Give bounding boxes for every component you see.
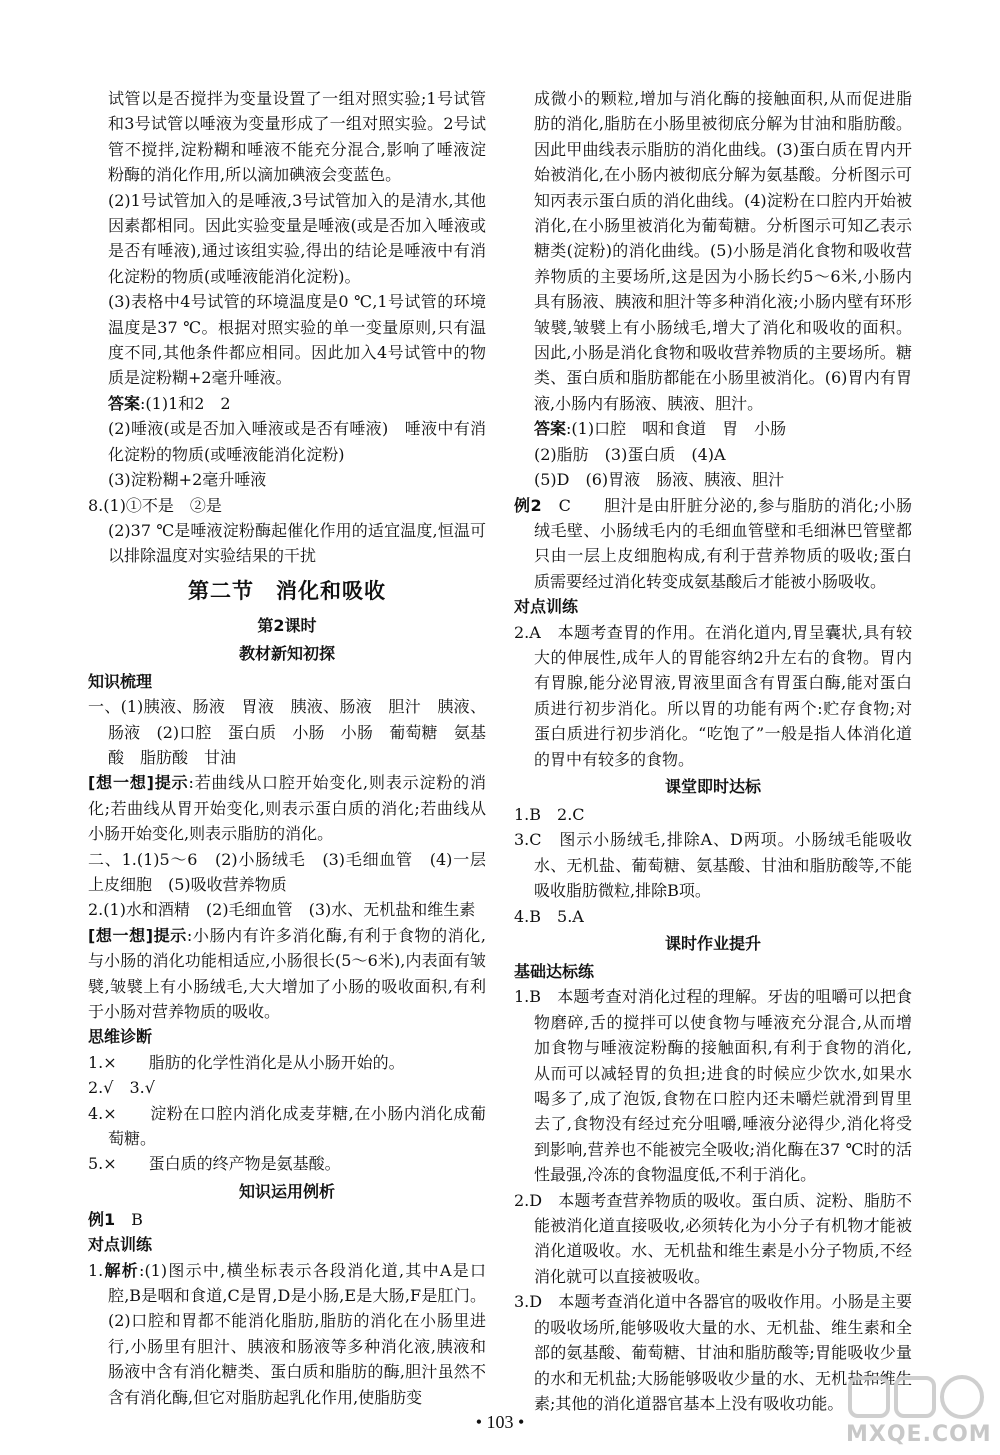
text-paragraph: 2.(1)水和酒精 (2)毛细血管 (3)水、无机盐和维生素 [88, 900, 476, 920]
text-paragraph: 3.C 图示小肠绒毛,排除A、D两项。小肠绒毛能吸收水、无机盐、葡萄糖、氨基酸、甘油和脂肪酸等,不能吸收脂肪微粒,排除B项。 [514, 830, 912, 901]
bold-lead: [想一想]提示 [88, 925, 187, 945]
bold-lead: 解析 [103, 1260, 140, 1280]
bold-lead: 答案 [108, 393, 141, 413]
text-paragraph: 1.× 脂肪的化学性消化是从小肠开始的。 [88, 1052, 405, 1072]
subsection-heading: 知识运用例析 [238, 1181, 335, 1201]
category-label: 对点训练 [88, 1235, 153, 1255]
text-paragraph: 1.B 本题考查对消化过程的理解。牙齿的咀嚼可以把食物磨碎,舌的搅拌可以使食物与唾液充分混合,从而增加食物与唾液淀粉酶的接触面积,有利于食物的消化,从而可以减轻胃的负担;进食的时候应少饮水,如果水喝多了,成了泡饭,食物在口腔内还未嚼烂就滑到胃里去了,食物没有经过充分咀嚼,唾液分泌得少,消化将受到影响,营养也不能被完全吸收;消化酶在37 ℃时的活性最强,冷冻的食物温度低,不利于消化。 [514, 987, 912, 1185]
page-number: • 103 • [475, 1412, 525, 1432]
text-paragraph: 答案:(1)1和2 2 [108, 393, 231, 413]
text-paragraph: (3)表格中4号试管的环境温度是0 ℃,1号试管的环境温度是37 ℃。根据对照实验的单一变量原则,只有温度不同,其他条件都应相同。因此加入4号试管中的物质是淀粉糊+2毫升唾液。 [108, 292, 486, 388]
text-paragraph: (2)1号试管加入的是唾液,3号试管加入的是清水,其他因素都相同。因此实验变量是唾液(或是否加入唾液或是否有唾液),通过该组实验,得出的结论是唾液中有消化淀粉的物质(或唾液能消化淀粉)。 [108, 190, 486, 286]
text-paragraph: 4.B 5.A [514, 906, 584, 926]
text-paragraph: 例1 B [88, 1209, 143, 1229]
text-paragraph: 2.√ 3.√ [88, 1078, 155, 1098]
right-column [514, 86, 912, 1416]
text-paragraph: (2)唾液(或是否加入唾液或是否有唾液) 唾液中有消化淀粉的物质(或唾液能消化淀粉) [108, 419, 486, 464]
text-paragraph: 1.解析:(1)图示中,横坐标表示各段消化道,其中A是口腔,B是咽和食道,C是胃,D是小肠,E是大肠,F是肛门。(2)口腔和胃都不能消化脂肪,脂肪的消化在小肠里进行,小肠里有胆汁、胰液和肠液等多种消化液,胰液和肠液中含有消化糖类、蛋白质和脂肪的酶,胆汁虽然不含有消化酶,但它对脂肪起乳化作用,使脂肪变 [88, 1260, 486, 1407]
text-paragraph: (2)脂肪 (3)蛋白质 (4)A [534, 444, 726, 464]
text-paragraph: 1.B 2.C [514, 804, 585, 824]
subsection-heading: 课时作业提升 [664, 934, 761, 953]
bold-lead: 例2 [514, 495, 542, 515]
subsection-heading: 教材新知初探 [238, 643, 335, 663]
text-paragraph: 2.D 本题考查营养物质的吸收。蛋白质、淀粉、脂肪不能被消化道直接吸收,必须转化为小分子有机物才能被消化道吸收。水、无机盐和维生素是小分子物质,不经消化就可以直接被吸收。 [514, 1190, 912, 1286]
category-label: 基础达标练 [514, 962, 595, 981]
text-paragraph: 二、1.(1)5～6 (2)小肠绒毛 (3)毛细血管 (4)一层上皮细胞 (5)吸收营养物质 [88, 849, 486, 894]
watermark-text: MXQE.COM [846, 1422, 992, 1447]
text-paragraph: 2.A 本题考查胃的作用。在消化道内,胃呈囊状,具有较大的伸展性,成年人的胃能容纳2升左右的食物。胃内有胃腺,能分泌胃液,胃液里面含有胃蛋白酶,能对蛋白质进行初步消化。所以胃的功能有两个:贮存食物;对蛋白质进行初步消化。“吃饱了”一般是指人体消化道的胃中有较多的食物。 [514, 622, 912, 769]
bold-lead: 例1 [88, 1209, 116, 1229]
text-paragraph: 试管以是否搅拌为变量设置了一组对照实验;1号试管和3号试管以唾液为变量形成了一组对照实验。2号试管不搅拌,淀粉糊和唾液不能充分混合,影响了唾液淀粉酶的消化作用,所以滴加碘液会变蓝色。 [108, 89, 486, 185]
text-paragraph: (2)37 ℃是唾液淀粉酶起催化作用的适宜温度,恒温可以排除温度对实验结果的干扰 [108, 520, 486, 566]
category-label: 知识梳理 [88, 671, 153, 691]
text-paragraph: [想一想]提示:若曲线从口腔开始变化,则表示淀粉的消化;若曲线从胃开始变化,则表示蛋白质的消化;若曲线从小肠开始变化,则表示脂肪的消化。 [88, 773, 486, 844]
subsection-heading: 第2课时 [257, 615, 317, 635]
text-paragraph: 答案:(1)口腔 咽和食道 胃 小肠 [534, 419, 787, 439]
bold-lead: 答案 [534, 419, 567, 439]
section-title: 第二节 消化和吸收 [188, 578, 386, 603]
left-column [88, 86, 486, 1410]
bold-lead: [想一想]提示 [88, 773, 189, 793]
category-label: 思维诊断 [88, 1027, 153, 1047]
text-paragraph: (3)淀粉糊+2毫升唾液 [108, 470, 267, 490]
text-paragraph: 5.× 蛋白质的终产物是氨基酸。 [88, 1154, 341, 1174]
text-paragraph: 一、(1)胰液、肠液 胃液 胰液、肠液 胆汁 胰液、肠液 (2)口腔 蛋白质 小肠 小肠 葡萄糖 氨基酸 脂肪酸 甘油 [88, 697, 486, 767]
text-paragraph: 例2 C 胆汁是由肝脏分泌的,参与脂肪的消化;小肠绒毛壁、小肠绒毛内的毛细血管壁和毛细淋巴管壁都只由一层上皮细胞构成,有利于营养物质的吸收;蛋白质需要经过消化转变成氨基酸后才能被小肠吸收。 [514, 495, 912, 591]
text-paragraph: 8.(1)①不是 ②是 [88, 495, 222, 515]
category-label: 对点训练 [514, 597, 579, 617]
text-paragraph: [想一想]提示:小肠内有许多消化酶,有利于食物的消化,与小肠的消化功能相适应,小肠很长(5～6米),内表面有皱襞,皱襞上有小肠绒毛,大大增加了小肠的吸收面积,有利于小肠对营养物质的吸收。 [88, 925, 486, 1021]
text-paragraph: (5)D (6)胃液 肠液、胰液、胆汁 [534, 470, 785, 490]
subsection-heading: 课堂即时达标 [664, 776, 761, 796]
text-paragraph: 成微小的颗粒,增加与消化酶的接触面积,从而促进脂肪的消化,脂肪在小肠里被彻底分解为甘油和脂肪酸。因此甲曲线表示脂肪的消化曲线。(3)蛋白质在胃内开始被消化,在小肠内被彻底分解为氨基酸。分析图示可知丙表示蛋白质的消化曲线。(4)淀粉在口腔内开始被消化,在小肠里被消化为葡萄糖。分析图示可知乙表示糖类(淀粉)的消化曲线。(5)小肠是消化食物和吸收营养物质的主要场所,这是因为小肠长约5～6米,小肠内具有肠液、胰液和胆汁等多种消化液;小肠内壁有环形皱襞,皱襞上有小肠绒毛,增大了消化和吸收的面积。因此,小肠是消化食物和吸收营养物质的主要场所。糖类、蛋白质和脂肪都能在小肠里被消化。(6)胃内有胃液,小肠内有肠液、胰液、胆汁。 [534, 89, 912, 413]
text-paragraph: 4.× 淀粉在口腔内消化成麦芽糖,在小肠内消化成葡萄糖。 [88, 1103, 486, 1149]
text-paragraph: 3.D 本题考查消化道中各器官的吸收作用。小肠是主要的吸收场所,能够吸收大量的水、无机盐、维生素和全部的氨基酸、葡萄糖、甘油和脂肪酸等;胃能吸收少量的水和无机盐;大肠能够吸收少量的水、无机盐和维生素;其他的消化道器官基本上没有吸收功能。 [514, 1292, 912, 1413]
